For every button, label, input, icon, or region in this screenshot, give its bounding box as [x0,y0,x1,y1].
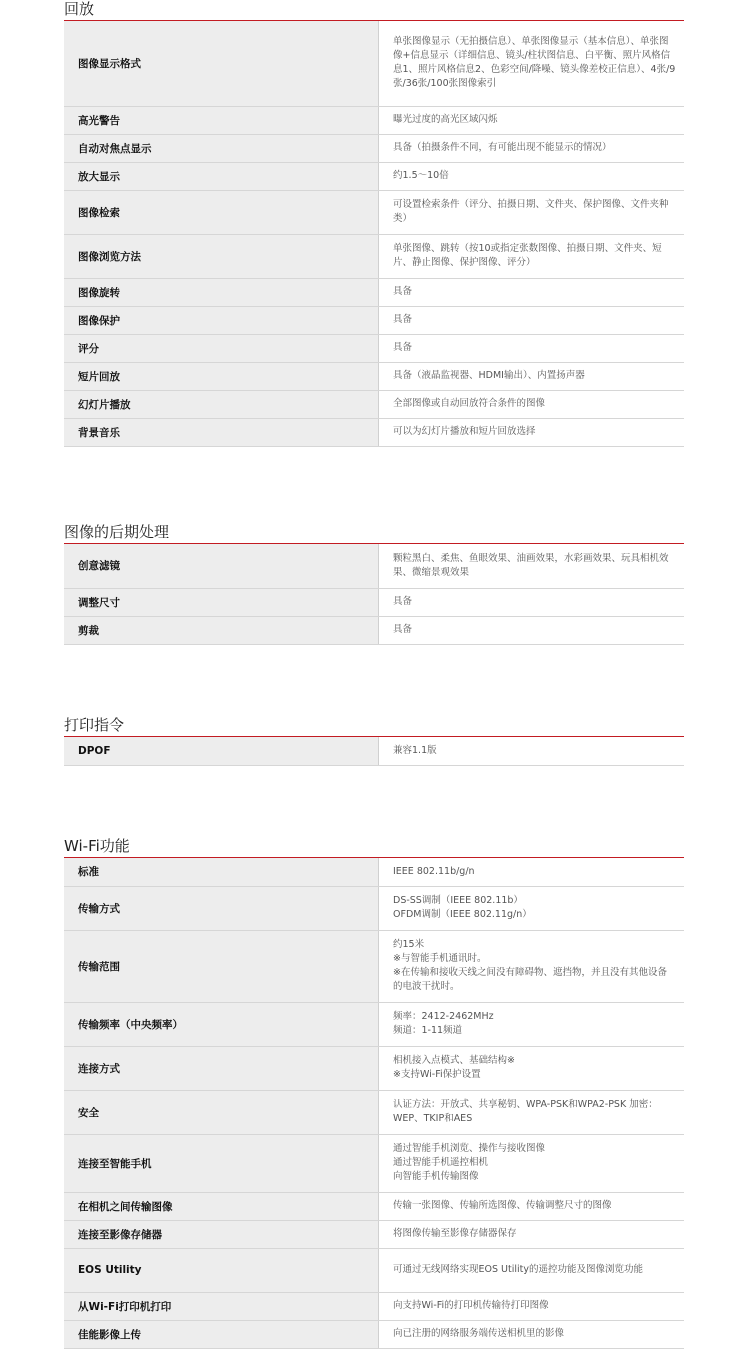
spec-value [379,106,685,134]
spec-row [64,134,684,162]
spec-value-line: 曝光过度的高光区域闪烁 [393,114,498,125]
spec-value-line: 可以为幻灯片播放和短片回放选择 [393,426,536,437]
spec-value-line: 具备 [393,342,413,353]
spec-table [64,544,684,645]
spec-value-line: 向已注册的网络服务端传送相机里的影像 [393,1328,565,1339]
spec-value [379,1090,685,1134]
spec-label: 剪裁 [64,616,379,644]
spec-label: 传输频率（中央频率） [64,1002,379,1046]
spec-value-line: 具备 [393,286,413,297]
spec-value-line: 单张图像显示（无拍摄信息）、单张图像显示（基本信息）、单张图像+信息显示（详细信息、镜头/柱状图信息、白平衡、照片风格信息1、照片风格信息2、色彩空间/降噪、镜头像差校正信息）、4张/9张/36张/100张图像索引 [393,36,676,90]
spec-value [379,737,685,765]
spec-value-line: 可设置检索条件（评分、拍摄日期、文件夹、保护图像、文件夹种类） [393,199,669,224]
spec-value-line: 认证方法：开放式、共享秘钥、WPA-PSK和WPA2-PSK 加密：WEP、TKIP和AES [393,1099,658,1124]
spec-row [64,278,684,306]
spec-value-line: ※在传输和接收天线之间没有障碍物、遮挡物，并且没有其他设备的电波干扰时。 [393,967,667,992]
spec-value [379,1046,685,1090]
spec-value-line: 具备 [393,314,413,325]
spec-value-line: 具备 [393,596,413,607]
spec-label: 自动对焦点显示 [64,134,379,162]
spec-value [379,334,685,362]
spec-value-line: 通过智能手机浏览、操作与接收图像 [393,1143,546,1154]
spec-row [64,544,684,588]
spec-label: 幻灯片播放 [64,390,379,418]
spec-row [64,588,684,616]
spec-value-line: 将图像传输至影像存储器保存 [393,1228,517,1239]
spec-value [379,162,685,190]
spec-row [64,334,684,362]
spec-value-line: 相机接入点模式、基础结构※ [393,1055,515,1066]
spec-value [379,1002,685,1046]
spec-value [379,858,685,886]
spec-value [379,1220,685,1248]
spec-value-line: 通过智能手机遥控相机 [393,1157,489,1168]
spec-label: 图像保护 [64,306,379,334]
spec-label: EOS Utility [64,1248,379,1292]
spec-label: 连接方式 [64,1046,379,1090]
spec-label: 创意滤镜 [64,544,379,588]
spec-value-line: IEEE 802.11b/g/n [393,865,475,877]
spec-label: 短片回放 [64,362,379,390]
spec-value [379,1192,685,1220]
spec-value-line: 全部图像或自动回放符合条件的图像 [393,398,546,409]
spec-value-line: 兼容1.1版 [393,744,437,756]
section-title: 打印指令 [64,716,125,734]
spec-row [64,1220,684,1248]
spec-label: 在相机之间传输图像 [64,1192,379,1220]
spec-row [64,390,684,418]
spec-value [379,1320,685,1348]
spec-value-line: 向智能手机传输图像 [393,1171,479,1182]
spec-row [64,362,684,390]
spec-row [64,190,684,234]
spec-value [379,1134,685,1192]
spec-value [379,278,685,306]
section-title: Wi-Fi功能 [64,837,130,855]
spec-table [64,21,684,447]
section-print-order [64,716,684,766]
spec-value-line: 颗粒黑白、柔焦、鱼眼效果、油画效果，水彩画效果、玩具相机效果、微缩景观效果 [393,552,669,578]
spec-value [379,306,685,334]
spec-row [64,306,684,334]
spec-label: 高光警告 [64,106,379,134]
spec-value-line: 频道：1-11频道 [393,1025,463,1036]
spec-row [64,1090,684,1134]
section-title: 回放 [64,0,95,18]
spec-row [64,162,684,190]
spec-row [64,106,684,134]
spec-label: 标准 [64,858,379,886]
spec-value [379,588,685,616]
spec-value-line: 传输一张图像、传输所选图像、传输调整尺寸的图像 [393,1200,612,1211]
spec-value-line: DS-SS调制（IEEE 802.11b） [393,895,523,906]
spec-value-line: ※支持Wi-Fi保护设置 [393,1069,481,1080]
spec-label: DPOF [64,737,379,765]
spec-value-line: 约1.5～10倍 [393,170,449,181]
spec-value-line: 向支持Wi-Fi的打印机传输待打印图像 [393,1300,549,1311]
spec-value [379,418,685,446]
spec-row [64,1002,684,1046]
spec-row [64,737,684,765]
spec-row [64,1192,684,1220]
spec-value-line: 约15米 [393,939,425,950]
spec-value-line: ※与智能手机通讯时。 [393,953,487,964]
spec-label: 连接至影像存储器 [64,1220,379,1248]
spec-label: 安全 [64,1090,379,1134]
spec-label: 传输范围 [64,930,379,1002]
spec-table [64,737,684,766]
spec-label: 图像浏览方法 [64,234,379,278]
spec-row [64,1134,684,1192]
section-post-processing [64,523,684,645]
spec-value [379,234,685,278]
spec-value [379,886,685,930]
spec-label: 背景音乐 [64,418,379,446]
section-wifi [64,837,684,1349]
spec-value-line: 单张图像、跳转（按10或指定张数图像、拍摄日期、文件夹、短片、静止图像、保护图像、评分） [393,243,662,268]
spec-value-line: OFDM调制（IEEE 802.11g/n） [393,909,532,920]
spec-value [379,390,685,418]
spec-row [64,930,684,1002]
spec-row [64,21,684,106]
section-title: 图像的后期处理 [64,523,170,541]
spec-value-line: 具备 [393,624,413,635]
spec-row [64,1320,684,1348]
spec-value-line: 具备（液晶监视器、HDMI输出）、内置扬声器 [393,370,585,381]
spec-value [379,190,685,234]
spec-value [379,362,685,390]
spec-value [379,616,685,644]
spec-row [64,1248,684,1292]
spec-value [379,1248,685,1292]
spec-row [64,418,684,446]
spec-label: 图像旋转 [64,278,379,306]
spec-label: 图像检索 [64,190,379,234]
spec-row [64,1046,684,1090]
spec-value [379,1292,685,1320]
spec-row [64,234,684,278]
spec-table [64,858,684,1349]
spec-label: 佳能影像上传 [64,1320,379,1348]
spec-label: 传输方式 [64,886,379,930]
spec-row [64,858,684,886]
spec-label: 连接至智能手机 [64,1134,379,1192]
section-playback [64,0,684,447]
spec-value-line: 频率：2412-2462MHz [393,1011,494,1022]
spec-row [64,1292,684,1320]
spec-label: 调整尺寸 [64,588,379,616]
spec-row [64,886,684,930]
spec-label: 放大显示 [64,162,379,190]
spec-label: 图像显示格式 [64,21,379,106]
spec-value [379,21,685,106]
spec-label: 评分 [64,334,379,362]
spec-value [379,134,685,162]
spec-value [379,930,685,1002]
spec-value-line: 具备（拍摄条件不同，有可能出现不能显示的情况） [393,142,612,153]
spec-label: 从Wi-Fi打印机打印 [64,1292,379,1320]
spec-value-line: 可通过无线网络实现EOS Utility的遥控功能及图像浏览功能 [393,1264,643,1275]
spec-row [64,616,684,644]
spec-value [379,544,685,588]
